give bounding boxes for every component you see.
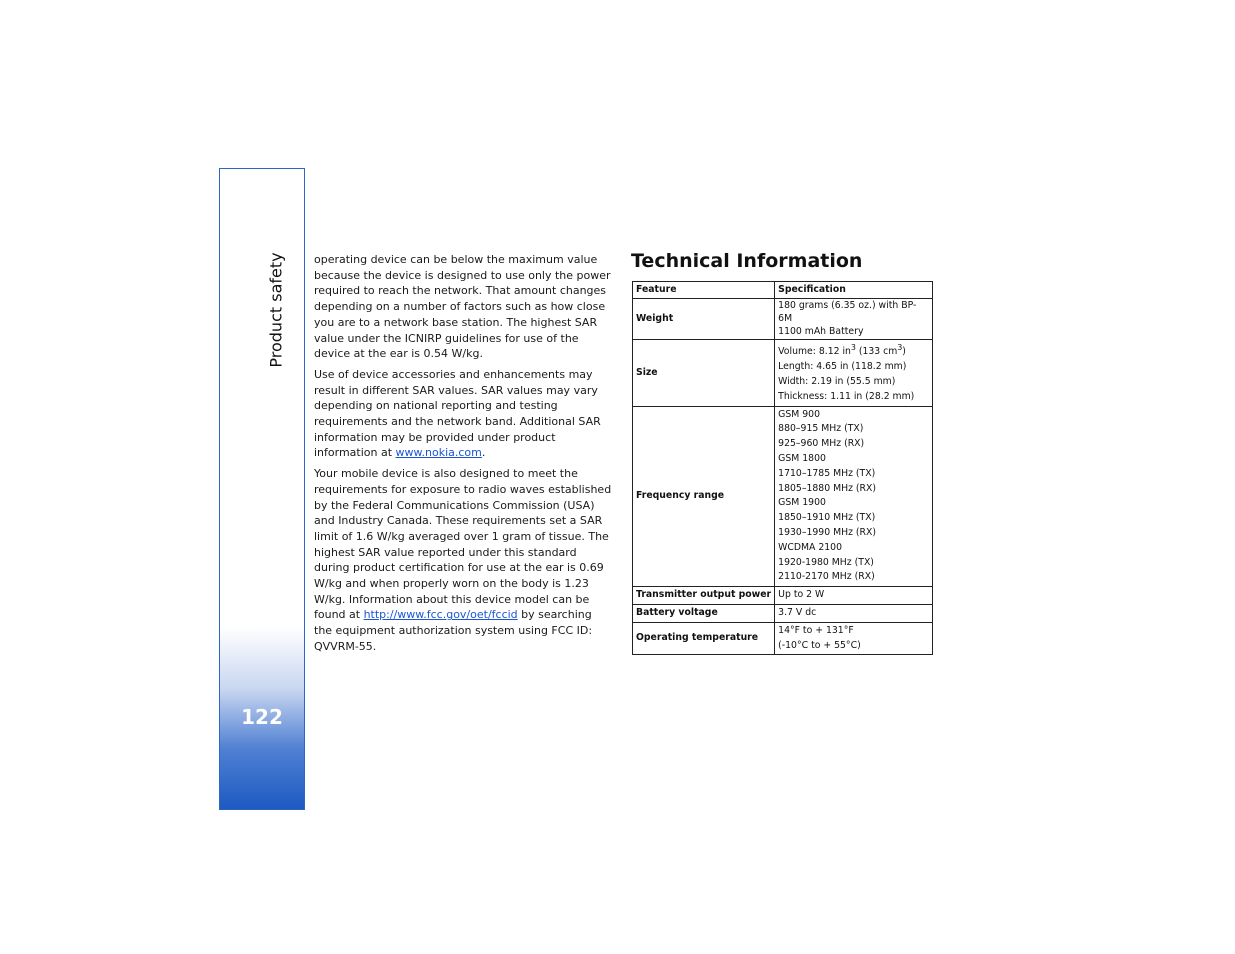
spec-line: 1930–1990 MHz (RX): [778, 527, 877, 539]
weight-value: [775, 299, 933, 340]
size-value: [775, 340, 933, 406]
paragraph-text: Use of device accessories and enhancements may result in different SAR values. SAR values may vary depending on national reporting and testing requirements and the network band. Additional SAR information may be provided under product information at: [314, 367, 601, 460]
table-row: [633, 406, 933, 587]
weight-label: Weight: [633, 299, 775, 340]
frequency-value: [775, 406, 933, 587]
paragraph-sar-values: [314, 367, 612, 461]
transmitter-value: Up to 2 W: [775, 587, 933, 605]
superscript: 3: [850, 343, 856, 353]
volume-text: (133 cm: [855, 346, 898, 358]
spec-line: Width: 2.19 in (55.5 mm): [778, 376, 896, 388]
spec-line: GSM 900: [778, 408, 820, 420]
paragraph-text: Your mobile device is also designed to meet the requirements for exposure to radio waves established by the Federal Communications Commission (USA) and Industry Canada. These requirements set a SAR limit of 1.6 W/kg averaged over 1 gram of tissue. The highest SAR value reported under this standard during product certification for use at the ear is 0.69 W/kg and when properly worn on the body is 1.23 W/kg. Information about this device model can be found at: [314, 467, 612, 622]
spec-line: 1100 mAh Battery: [778, 325, 864, 337]
table-row: [633, 605, 933, 623]
spec-line: Thickness: 1.11 in (28.2 mm): [778, 390, 915, 402]
section-title: Product safety: [266, 252, 286, 368]
spec-line: 880–915 MHz (TX): [778, 423, 864, 435]
table-row: [633, 622, 933, 655]
spec-line-volume: [778, 341, 929, 360]
battery-label: Battery voltage: [633, 605, 775, 623]
spec-line: Length: 4.65 in (118.2 mm): [778, 361, 907, 373]
spec-line: (-10°C to + 55°C): [778, 639, 861, 651]
size-label: Size: [633, 340, 775, 406]
volume-text: Volume: 8.12 in: [778, 346, 851, 358]
battery-value: 3.7 V dc: [775, 605, 933, 623]
spec-table: [632, 281, 933, 655]
spec-line: GSM 1800: [778, 453, 826, 465]
page-number: 122: [241, 705, 283, 729]
table-row: [633, 587, 933, 605]
temperature-value: [775, 622, 933, 655]
spec-line: 1920-1980 MHz (TX): [778, 556, 874, 568]
frequency-label: Frequency range: [633, 406, 775, 587]
spec-line: 2110-2170 MHz (RX): [778, 571, 875, 583]
table-row: [633, 299, 933, 340]
paragraph-text: by searching the equipment authorization system using FCC ID: QVVRM-55.: [314, 608, 593, 653]
spec-line: 180 grams (6.35 oz.) with BP-6M: [778, 300, 917, 324]
paragraph-fcc: [314, 466, 612, 654]
page-title: Technical Information: [631, 250, 863, 272]
spec-header: Specification: [775, 282, 933, 299]
spec-line: 1850–1910 MHz (TX): [778, 512, 876, 524]
spec-line: 925–960 MHz (RX): [778, 438, 865, 450]
temperature-label: Operating temperature: [633, 622, 775, 655]
feature-header: Feature: [633, 282, 775, 299]
spec-line: 1805–1880 MHz (RX): [778, 482, 877, 494]
paragraph-text: .: [481, 446, 486, 460]
table-row: [633, 340, 933, 406]
spec-line: WCDMA 2100: [778, 541, 842, 553]
sar-text-column: [314, 252, 612, 660]
fcc-link[interactable]: http://www.fcc.gov/oet/fccid: [363, 608, 518, 622]
transmitter-label: Transmitter output power: [633, 587, 775, 605]
superscript: 3: [897, 343, 903, 353]
volume-text: ): [902, 346, 906, 358]
paragraph-sar-icnirp: operating device can be below the maximum value because the device is designed to use only the power required to reach the network. That amount changes depending on a number of factors such as how close you are to a network base station. The highest SAR value under the ICNIRP guidelines for use of the device at the ear is 0.54 W/kg.: [314, 253, 611, 361]
spec-line: 1710–1785 MHz (TX): [778, 467, 876, 479]
spec-line: 14°F to + 131°F: [778, 624, 854, 636]
nokia-link[interactable]: www.nokia.com: [395, 446, 482, 460]
table-header-row: [633, 282, 933, 299]
spec-line: GSM 1900: [778, 497, 826, 509]
